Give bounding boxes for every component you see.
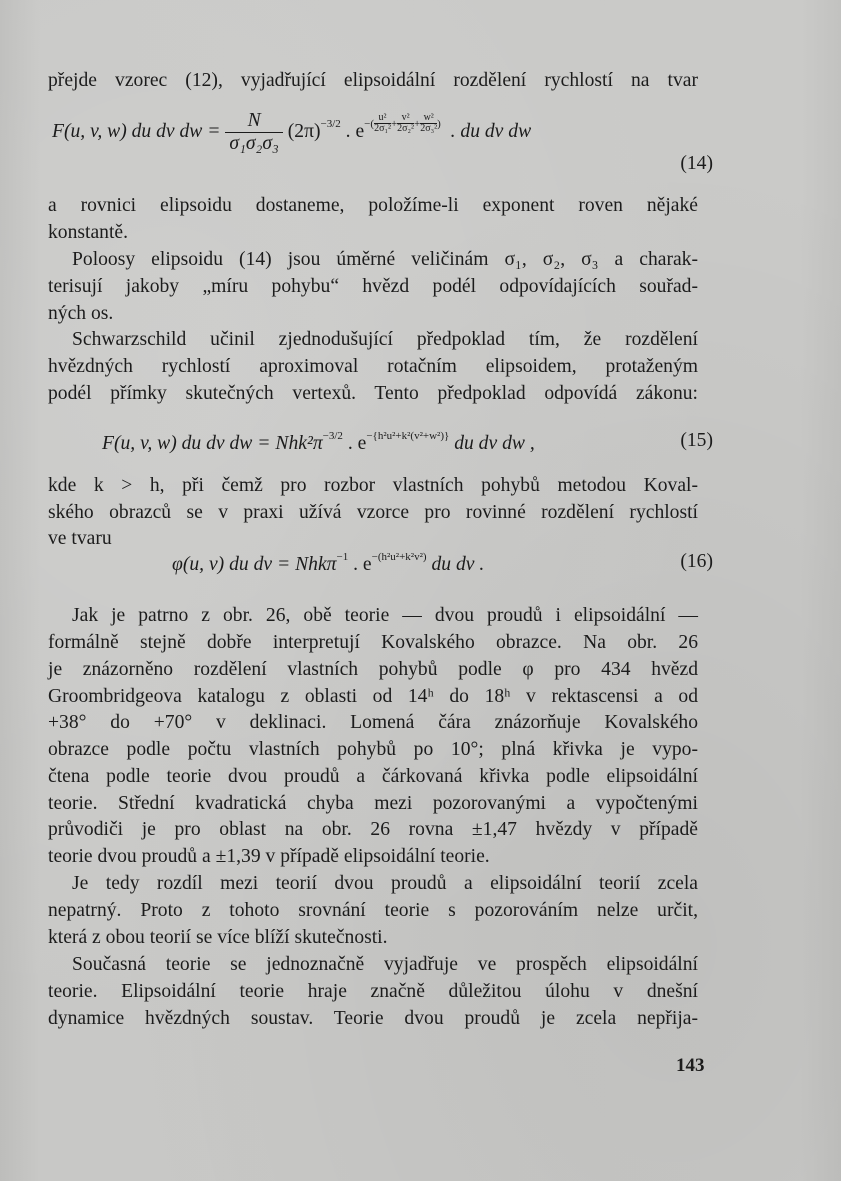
p2-line-3: ných os. bbox=[48, 303, 114, 324]
eq14-factor-exponent: −3/2 bbox=[320, 118, 341, 130]
p6-line-3: která z obou teorií se více blíží skutečnosti. bbox=[48, 927, 388, 948]
p5-line-2: formálně stejně dobře interpretují Kovalského obrazce. Na obr. 26 bbox=[48, 632, 698, 653]
eq15-e-exponent: −{h²u²+k²(v²+w²)} bbox=[366, 430, 450, 442]
eq16-dot-e: . e bbox=[353, 554, 372, 575]
eq14-fraction bbox=[225, 110, 282, 155]
p3-line-2: hvězdných rychlostí aproximoval rotačním elipsoidem, protaženým bbox=[48, 356, 698, 377]
eq15-tail: du dv dw , bbox=[454, 433, 535, 454]
eq14-term-2: $\frac{\text{v²}}{\text{2σ₂²}}$ bbox=[397, 112, 415, 134]
eq15-dot-e: . e bbox=[347, 433, 367, 454]
eq15-number: (15) bbox=[680, 430, 713, 451]
p3-line-3: podél přímky skutečných vertexů. Tento předpoklad odpovídá zákonu: bbox=[48, 383, 698, 404]
p5-line-5: +38° do +70° v deklinaci. Lomená čára znázorňuje Kovalského bbox=[48, 712, 698, 733]
eq14-term-1: $\frac{\text{u²}}{\text{2σ₁²}}$ bbox=[374, 112, 391, 134]
eq16-rhs-exponent: −1 bbox=[336, 551, 349, 563]
p5-line-8: teorie. Střední kvadratická chyba mezi pozorovanými a vypočtenými bbox=[48, 793, 698, 814]
p1-line-2: konstantě. bbox=[48, 222, 128, 243]
eq16-tail: du dv . bbox=[431, 554, 485, 575]
p3-line-1: Schwarzschild učinil zjednodušující předpoklad tím, že rozdělení bbox=[72, 329, 698, 350]
p2-line-1: Poloosy elipsoidu (14) jsou úměrné veličinám σ₁, σ₂, σ₃ a charak- bbox=[72, 249, 698, 270]
eq16-rhs-main: Nhkπ bbox=[295, 554, 337, 575]
eq14-tail: . du dv dw bbox=[450, 121, 532, 142]
p7-line-2: teorie. Elipsoidální teorie hraje značně důležitou úlohu v dnešní bbox=[48, 981, 698, 1002]
eq15-lhs: F(u, v, w) du dv dw = bbox=[102, 433, 271, 454]
p1-line-1: a rovnici elipsoidu dostaneme, položíme-li exponent roven nějaké bbox=[48, 195, 698, 216]
eq16-e-exponent: −(h²u²+k²v²) bbox=[371, 551, 427, 563]
equation-15 bbox=[102, 430, 535, 455]
p5-line-6: obrazce podle počtu vlastních pohybů po 10°; plná křivka je vypo- bbox=[48, 739, 698, 760]
page-number: 143 bbox=[676, 1055, 705, 1076]
p4-line-1: kde k > h, při čemž pro rozbor vlastních pohybů metodou Koval- bbox=[48, 475, 698, 496]
eq14-lhs: F(u, v, w) du dv dw = bbox=[52, 121, 221, 142]
p5-line-1: Jak je patrno z obr. 26, obě teorie — dvou proudů i elipsoidální — bbox=[72, 605, 698, 626]
eq15-rhs-main: Nhk²π bbox=[275, 433, 323, 454]
p5-line-7: čtena podle teorie dvou proudů a čárkovaná křivka podle elipsoidální bbox=[48, 766, 698, 787]
p6-line-2: nepatrný. Proto z tohoto srovnání teorie s pozorováním nelze určit, bbox=[48, 900, 698, 921]
intro-line: přejde vzorec (12), vyjadřující elipsoidální rozdělení rychlostí na tvar bbox=[48, 70, 698, 91]
p7-line-3: dynamice hvězdných soustav. Teorie dvou proudů je zcela nepřija- bbox=[48, 1008, 698, 1029]
equation-14: F(u, v, w) du dv dw = $\frac{N}{\text{σ₁σ₂σ₃}}$ $(2\pi)^{-3/2}$ . e−( $\frac{\text{u²}}{\text{2σ₁²}}$ + $\frac{\text{v²}}{\text{2σ₂²}}$ + $\frac{\text{w²}}{\text{2σ₃²}}$ ) . du dv dw bbox=[52, 110, 532, 154]
eq14-numerator: N bbox=[247, 110, 261, 131]
eq14-dot-e: . e bbox=[345, 121, 365, 142]
equation-16 bbox=[172, 551, 484, 576]
p4-line-2: ského obrazců se v praxi užívá vzorce pro rovinné rozdělení rychlostí bbox=[48, 502, 698, 523]
p2-line-2: terisují jakoby „míru pohybu“ hvězd podél odpovídajících souřad- bbox=[48, 276, 698, 297]
p6-line-1: Je tedy rozdíl mezi teorií dvou proudů a elipsoidální teorií zcela bbox=[72, 873, 698, 894]
eq14-factor: (2π) bbox=[287, 121, 321, 142]
p5-line-10: teorie dvou proudů a ±1,39 v případě elipsoidální teorie. bbox=[48, 846, 490, 867]
p7-line-1: Současná teorie se jednoznačně vyjadřuje ve prospěch elipsoidální bbox=[72, 954, 698, 975]
eq16-lhs: φ(u, v) du dv = bbox=[172, 554, 291, 575]
p4-line-3: ve tvaru bbox=[48, 528, 112, 549]
eq14-term-3: $\frac{\text{w²}}{\text{2σ₃²}}$ bbox=[420, 112, 438, 134]
p5-line-4: Groombridgeova katalogu z oblasti od 14ʰ do 18ʰ v rektascensi a od bbox=[48, 686, 698, 707]
eq14-exponent-prefix: − bbox=[364, 118, 371, 130]
p5-line-3: je znázorněno rozdělení vlastních pohybů podle φ pro 434 hvězd bbox=[48, 659, 698, 680]
eq14-number: (14) bbox=[680, 153, 713, 174]
eq14-denominator: σ₁σ₂σ₃ bbox=[225, 132, 282, 155]
eq15-rhs-exponent: −3/2 bbox=[322, 430, 343, 442]
eq16-number: (16) bbox=[680, 551, 713, 572]
p5-line-9: průvodiči je pro oblast na obr. 26 rovna ±1,47 hvězdy v případě bbox=[48, 819, 698, 840]
